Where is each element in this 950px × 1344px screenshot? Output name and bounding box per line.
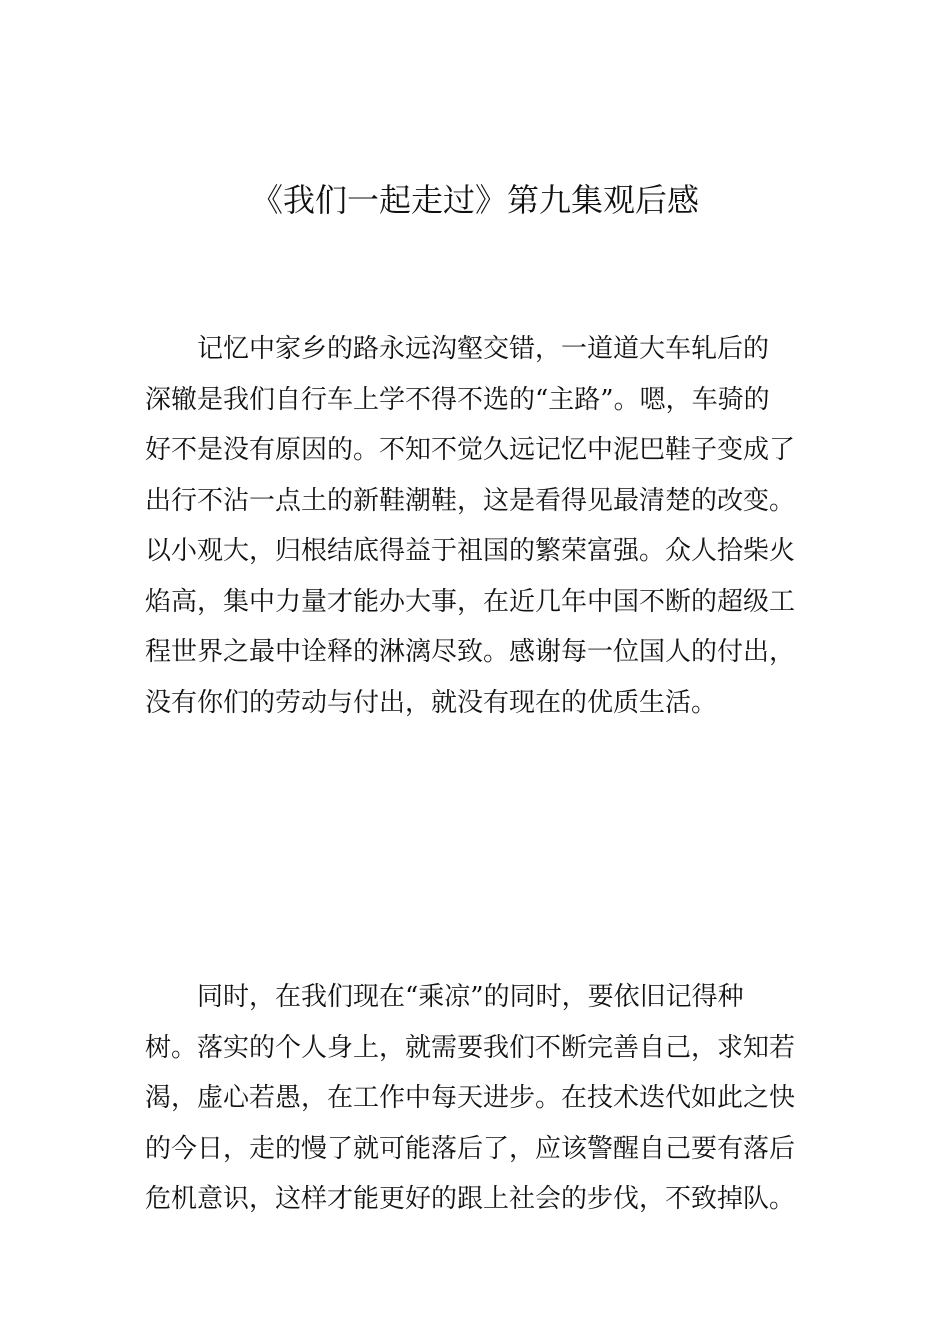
document-title: 《我们一起走过》第九集观后感: [250, 181, 699, 219]
paragraph-line: 危机意识，这样才能更好的跟上社会的步伐，不致掉队。: [145, 1184, 796, 1214]
paragraph-line: 深辙是我们自行车上学不得不选的“主路”。嗯，车骑的: [145, 384, 770, 415]
paragraph-line: 焰高，集中力量才能办大事，在近几年中国不断的超级工: [145, 586, 796, 617]
paragraph-line: 出行不沾一点土的新鞋潮鞋，这是看得见最清楚的改变。: [145, 485, 796, 516]
paragraph-line: 以小观大，归根结底得益于祖国的繁荣富强。众人拾柴火: [145, 536, 796, 566]
paragraph-line: 的今日，走的慢了就可能落后了，应该警醒自己要有落后: [145, 1133, 796, 1164]
paragraph-1: [145, 324, 809, 728]
paragraph-line: 记忆中家乡的路永远沟壑交错，一道道大车轧后的: [145, 334, 770, 364]
paragraph-line: 没有你们的劳动与付出，就没有现在的优质生活。: [145, 687, 718, 718]
paragraph-line: 树。落实的个人身上，就需要我们不断完善自己，求知若: [145, 1032, 796, 1063]
paragraph-line: 渴，虚心若愚，在工作中每天进步。在技术迭代如此之快: [145, 1083, 796, 1113]
paragraph-line: 好不是没有原因的。不知不觉久远记忆中泥巴鞋子变成了: [145, 435, 796, 465]
paragraph-line: 同时，在我们现在“乘凉”的同时，要依旧记得种: [145, 982, 744, 1012]
paragraph-line: 程世界之最中诠释的淋漓尽致。感谢每一位国人的付出，: [145, 637, 796, 667]
paragraph-2: [145, 972, 809, 1225]
